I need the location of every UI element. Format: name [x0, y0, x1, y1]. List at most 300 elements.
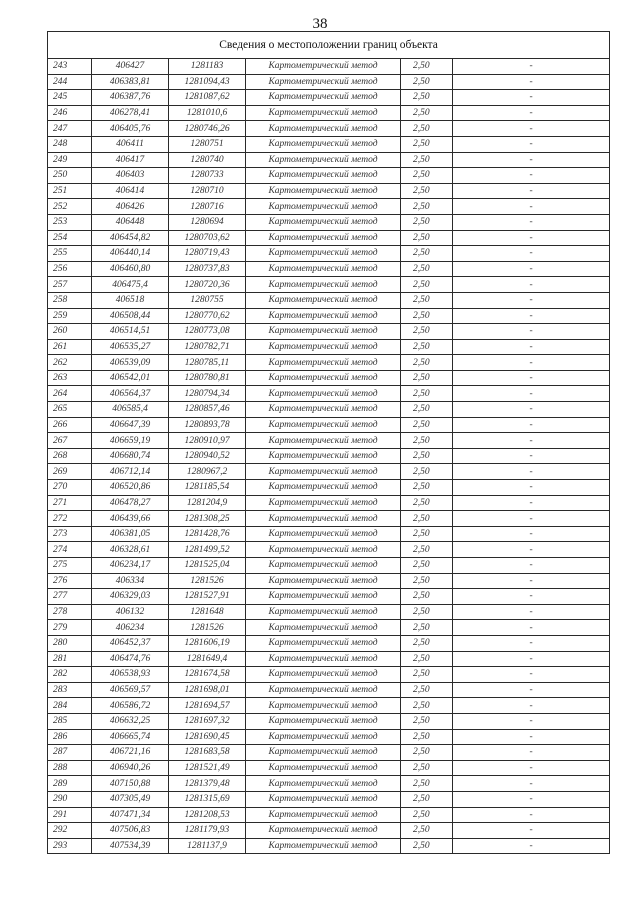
- dash-cell: -: [453, 480, 610, 496]
- table-row: [48, 246, 610, 262]
- point-number-cell: 251: [48, 183, 92, 199]
- precision-cell: 2,50: [401, 121, 453, 137]
- dash-cell: -: [453, 105, 610, 121]
- method-cell: Картометрический метод: [246, 776, 401, 792]
- coord-y-cell: 1281697,32: [169, 713, 246, 729]
- point-number-cell: 258: [48, 292, 92, 308]
- coord-x-cell: 406427: [92, 59, 169, 75]
- coord-x-cell: 406440,14: [92, 246, 169, 262]
- coord-x-cell: 407534,39: [92, 838, 169, 854]
- coord-y-cell: 1280910,97: [169, 433, 246, 449]
- coord-x-cell: 406632,25: [92, 713, 169, 729]
- table-row: [48, 511, 610, 527]
- coord-x-cell: 406132: [92, 604, 169, 620]
- coord-x-cell: 406514,51: [92, 324, 169, 340]
- method-cell: Картометрический метод: [246, 448, 401, 464]
- coord-y-cell: 1281526: [169, 573, 246, 589]
- dash-cell: -: [453, 823, 610, 839]
- dash-cell: -: [453, 308, 610, 324]
- coord-y-cell: 1280794,34: [169, 386, 246, 402]
- precision-cell: 2,50: [401, 838, 453, 854]
- method-cell: Картометрический метод: [246, 542, 401, 558]
- precision-cell: 2,50: [401, 526, 453, 542]
- table-row: [48, 745, 610, 761]
- dash-cell: -: [453, 324, 610, 340]
- precision-cell: 2,50: [401, 324, 453, 340]
- precision-cell: 2,50: [401, 292, 453, 308]
- method-cell: Картометрический метод: [246, 729, 401, 745]
- point-number-cell: 250: [48, 168, 92, 184]
- coord-y-cell: 1281527,91: [169, 589, 246, 605]
- coord-x-cell: 406452,37: [92, 635, 169, 651]
- point-number-cell: 280: [48, 635, 92, 651]
- method-cell: Картометрический метод: [246, 292, 401, 308]
- method-cell: Картометрический метод: [246, 339, 401, 355]
- coord-x-cell: 406586,72: [92, 698, 169, 714]
- precision-cell: 2,50: [401, 807, 453, 823]
- coord-y-cell: 1281094,43: [169, 74, 246, 90]
- point-number-cell: 284: [48, 698, 92, 714]
- table-row: [48, 121, 610, 137]
- point-number-cell: 266: [48, 417, 92, 433]
- table-row: [48, 620, 610, 636]
- point-number-cell: 273: [48, 526, 92, 542]
- precision-cell: 2,50: [401, 246, 453, 262]
- point-number-cell: 256: [48, 261, 92, 277]
- coord-y-cell: 1281674,58: [169, 667, 246, 683]
- coord-y-cell: 1281179,93: [169, 823, 246, 839]
- table-row: [48, 277, 610, 293]
- method-cell: Картометрический метод: [246, 386, 401, 402]
- coord-y-cell: 1280751: [169, 136, 246, 152]
- point-number-cell: 278: [48, 604, 92, 620]
- method-cell: Картометрический метод: [246, 651, 401, 667]
- coord-y-cell: 1281649,4: [169, 651, 246, 667]
- point-number-cell: 283: [48, 682, 92, 698]
- coord-y-cell: 1280770,62: [169, 308, 246, 324]
- table-row: [48, 292, 610, 308]
- table-row: [48, 339, 610, 355]
- coord-y-cell: 1281183: [169, 59, 246, 75]
- coord-x-cell: 406475,4: [92, 277, 169, 293]
- precision-cell: 2,50: [401, 386, 453, 402]
- point-number-cell: 244: [48, 74, 92, 90]
- dash-cell: -: [453, 604, 610, 620]
- method-cell: Картометрический метод: [246, 152, 401, 168]
- method-cell: Картометрический метод: [246, 745, 401, 761]
- table-row: [48, 589, 610, 605]
- method-cell: Картометрический метод: [246, 370, 401, 386]
- dash-cell: -: [453, 698, 610, 714]
- coord-y-cell: 1280785,11: [169, 355, 246, 371]
- method-cell: Картометрический метод: [246, 589, 401, 605]
- method-cell: Картометрический метод: [246, 74, 401, 90]
- coord-x-cell: 406538,93: [92, 667, 169, 683]
- table-row: [48, 214, 610, 230]
- coord-y-cell: 1281010,6: [169, 105, 246, 121]
- dash-cell: -: [453, 246, 610, 262]
- coord-y-cell: 1280710: [169, 183, 246, 199]
- coord-y-cell: 1280940,52: [169, 448, 246, 464]
- table-row: [48, 324, 610, 340]
- coord-y-cell: 1281525,04: [169, 558, 246, 574]
- precision-cell: 2,50: [401, 495, 453, 511]
- coord-y-cell: 1281521,49: [169, 760, 246, 776]
- coord-y-cell: 1280720,36: [169, 277, 246, 293]
- precision-cell: 2,50: [401, 682, 453, 698]
- precision-cell: 2,50: [401, 168, 453, 184]
- method-cell: Картометрический метод: [246, 573, 401, 589]
- table-row: [48, 604, 610, 620]
- dash-cell: -: [453, 261, 610, 277]
- coord-x-cell: 406647,39: [92, 417, 169, 433]
- method-cell: Картометрический метод: [246, 261, 401, 277]
- table-row: [48, 713, 610, 729]
- coord-x-cell: 406381,05: [92, 526, 169, 542]
- point-number-cell: 292: [48, 823, 92, 839]
- dash-cell: -: [453, 121, 610, 137]
- coord-y-cell: 1281204,9: [169, 495, 246, 511]
- method-cell: Картометрический метод: [246, 495, 401, 511]
- method-cell: Картометрический метод: [246, 136, 401, 152]
- coord-y-cell: 1280782,71: [169, 339, 246, 355]
- coord-x-cell: 406328,61: [92, 542, 169, 558]
- coord-x-cell: 406460,80: [92, 261, 169, 277]
- coord-y-cell: 1281379,48: [169, 776, 246, 792]
- point-number-cell: 264: [48, 386, 92, 402]
- method-cell: Картометрический метод: [246, 480, 401, 496]
- table-row: [48, 791, 610, 807]
- table-row: [48, 495, 610, 511]
- coord-x-cell: 406665,74: [92, 729, 169, 745]
- precision-cell: 2,50: [401, 339, 453, 355]
- dash-cell: -: [453, 292, 610, 308]
- table-row: [48, 261, 610, 277]
- dash-cell: -: [453, 838, 610, 854]
- coord-x-cell: 406940,26: [92, 760, 169, 776]
- precision-cell: 2,50: [401, 370, 453, 386]
- coord-y-cell: 1280967,2: [169, 464, 246, 480]
- dash-cell: -: [453, 355, 610, 371]
- precision-cell: 2,50: [401, 760, 453, 776]
- precision-cell: 2,50: [401, 402, 453, 418]
- coord-x-cell: 406542,01: [92, 370, 169, 386]
- coord-y-cell: 1280740: [169, 152, 246, 168]
- point-number-cell: 249: [48, 152, 92, 168]
- precision-cell: 2,50: [401, 589, 453, 605]
- dash-cell: -: [453, 339, 610, 355]
- coord-y-cell: 1280694: [169, 214, 246, 230]
- coord-y-cell: 1281683,58: [169, 745, 246, 761]
- method-cell: Картометрический метод: [246, 823, 401, 839]
- precision-cell: 2,50: [401, 823, 453, 839]
- point-number-cell: 293: [48, 838, 92, 854]
- precision-cell: 2,50: [401, 791, 453, 807]
- point-number-cell: 265: [48, 402, 92, 418]
- table-row: [48, 760, 610, 776]
- table-row: [48, 433, 610, 449]
- point-number-cell: 279: [48, 620, 92, 636]
- coord-y-cell: 1281185,54: [169, 480, 246, 496]
- method-cell: Картометрический метод: [246, 230, 401, 246]
- coord-x-cell: 406585,4: [92, 402, 169, 418]
- precision-cell: 2,50: [401, 480, 453, 496]
- dash-cell: -: [453, 464, 610, 480]
- coord-x-cell: 406721,16: [92, 745, 169, 761]
- point-number-cell: 277: [48, 589, 92, 605]
- table-row: [48, 355, 610, 371]
- precision-cell: 2,50: [401, 620, 453, 636]
- point-number-cell: 289: [48, 776, 92, 792]
- table-row: [48, 698, 610, 714]
- coord-x-cell: 406334: [92, 573, 169, 589]
- precision-cell: 2,50: [401, 355, 453, 371]
- point-number-cell: 274: [48, 542, 92, 558]
- coord-y-cell: 1281315,69: [169, 791, 246, 807]
- precision-cell: 2,50: [401, 417, 453, 433]
- dash-cell: -: [453, 542, 610, 558]
- dash-cell: -: [453, 386, 610, 402]
- point-number-cell: 245: [48, 90, 92, 106]
- precision-cell: 2,50: [401, 152, 453, 168]
- coord-x-cell: 406405,76: [92, 121, 169, 137]
- dash-cell: -: [453, 589, 610, 605]
- dash-cell: -: [453, 760, 610, 776]
- table-row: [48, 464, 610, 480]
- precision-cell: 2,50: [401, 136, 453, 152]
- coord-x-cell: 406403: [92, 168, 169, 184]
- coord-y-cell: 1281087,62: [169, 90, 246, 106]
- point-number-cell: 287: [48, 745, 92, 761]
- dash-cell: -: [453, 74, 610, 90]
- point-number-cell: 276: [48, 573, 92, 589]
- table-row: [48, 838, 610, 854]
- coord-x-cell: 406474,76: [92, 651, 169, 667]
- table-row: [48, 417, 610, 433]
- table-row: [48, 651, 610, 667]
- dash-cell: -: [453, 729, 610, 745]
- method-cell: Картометрический метод: [246, 713, 401, 729]
- coord-x-cell: 406411: [92, 136, 169, 152]
- point-number-cell: 260: [48, 324, 92, 340]
- point-number-cell: 263: [48, 370, 92, 386]
- coord-x-cell: 406539,09: [92, 355, 169, 371]
- coord-x-cell: 406383,81: [92, 74, 169, 90]
- point-number-cell: 253: [48, 214, 92, 230]
- table-row: [48, 729, 610, 745]
- coord-y-cell: 1281208,53: [169, 807, 246, 823]
- coord-x-cell: 406417: [92, 152, 169, 168]
- dash-cell: -: [453, 573, 610, 589]
- coord-y-cell: 1281137,9: [169, 838, 246, 854]
- coord-x-cell: 406478,27: [92, 495, 169, 511]
- dash-cell: -: [453, 526, 610, 542]
- point-number-cell: 254: [48, 230, 92, 246]
- dash-cell: -: [453, 370, 610, 386]
- coord-y-cell: 1280780,81: [169, 370, 246, 386]
- method-cell: Картометрический метод: [246, 168, 401, 184]
- point-number-cell: 269: [48, 464, 92, 480]
- dash-cell: -: [453, 168, 610, 184]
- dash-cell: -: [453, 667, 610, 683]
- dash-cell: -: [453, 59, 610, 75]
- coord-x-cell: 406329,03: [92, 589, 169, 605]
- precision-cell: 2,50: [401, 199, 453, 215]
- coord-x-cell: 406712,14: [92, 464, 169, 480]
- precision-cell: 2,50: [401, 105, 453, 121]
- precision-cell: 2,50: [401, 635, 453, 651]
- table-row: [48, 526, 610, 542]
- coord-x-cell: 406518: [92, 292, 169, 308]
- table-row: [48, 59, 610, 75]
- dash-cell: -: [453, 433, 610, 449]
- table-row: [48, 776, 610, 792]
- point-number-cell: 252: [48, 199, 92, 215]
- precision-cell: 2,50: [401, 59, 453, 75]
- method-cell: Картометрический метод: [246, 464, 401, 480]
- point-number-cell: 272: [48, 511, 92, 527]
- coord-x-cell: 406508,44: [92, 308, 169, 324]
- table-row: [48, 667, 610, 683]
- precision-cell: 2,50: [401, 183, 453, 199]
- coord-x-cell: 406659,19: [92, 433, 169, 449]
- precision-cell: 2,50: [401, 651, 453, 667]
- method-cell: Картометрический метод: [246, 355, 401, 371]
- point-number-cell: 248: [48, 136, 92, 152]
- point-number-cell: 291: [48, 807, 92, 823]
- table-row: [48, 635, 610, 651]
- method-cell: Картометрический метод: [246, 667, 401, 683]
- point-number-cell: 246: [48, 105, 92, 121]
- dash-cell: -: [453, 651, 610, 667]
- coord-x-cell: 406535,27: [92, 339, 169, 355]
- method-cell: Картометрический метод: [246, 121, 401, 137]
- coord-x-cell: 407305,49: [92, 791, 169, 807]
- precision-cell: 2,50: [401, 261, 453, 277]
- table-title-row: [48, 32, 610, 59]
- point-number-cell: 259: [48, 308, 92, 324]
- table-row: [48, 370, 610, 386]
- dash-cell: -: [453, 448, 610, 464]
- precision-cell: 2,50: [401, 667, 453, 683]
- dash-cell: -: [453, 495, 610, 511]
- dash-cell: -: [453, 682, 610, 698]
- coord-y-cell: 1281648: [169, 604, 246, 620]
- method-cell: Картометрический метод: [246, 604, 401, 620]
- point-number-cell: 286: [48, 729, 92, 745]
- method-cell: Картометрический метод: [246, 308, 401, 324]
- dash-cell: -: [453, 713, 610, 729]
- dash-cell: -: [453, 214, 610, 230]
- coord-x-cell: 407471,34: [92, 807, 169, 823]
- coord-x-cell: 407506,83: [92, 823, 169, 839]
- dash-cell: -: [453, 807, 610, 823]
- coord-x-cell: 406234: [92, 620, 169, 636]
- coord-y-cell: 1280773,08: [169, 324, 246, 340]
- dash-cell: -: [453, 620, 610, 636]
- coord-x-cell: 406564,37: [92, 386, 169, 402]
- method-cell: Картометрический метод: [246, 105, 401, 121]
- dash-cell: -: [453, 152, 610, 168]
- precision-cell: 2,50: [401, 573, 453, 589]
- method-cell: Картометрический метод: [246, 838, 401, 854]
- dash-cell: -: [453, 776, 610, 792]
- coord-y-cell: 1280703,62: [169, 230, 246, 246]
- method-cell: Картометрический метод: [246, 807, 401, 823]
- method-cell: Картометрический метод: [246, 526, 401, 542]
- point-number-cell: 282: [48, 667, 92, 683]
- coord-y-cell: 1280716: [169, 199, 246, 215]
- coord-y-cell: 1281690,45: [169, 729, 246, 745]
- dash-cell: -: [453, 558, 610, 574]
- point-number-cell: 290: [48, 791, 92, 807]
- coord-x-cell: 406426: [92, 199, 169, 215]
- method-cell: Картометрический метод: [246, 417, 401, 433]
- boundary-coordinates-table: [47, 31, 610, 854]
- table-row: [48, 74, 610, 90]
- dash-cell: -: [453, 745, 610, 761]
- precision-cell: 2,50: [401, 745, 453, 761]
- coord-y-cell: 1281694,57: [169, 698, 246, 714]
- table-row: [48, 183, 610, 199]
- table-row: [48, 573, 610, 589]
- method-cell: Картометрический метод: [246, 183, 401, 199]
- point-number-cell: 271: [48, 495, 92, 511]
- coord-y-cell: 1280857,46: [169, 402, 246, 418]
- precision-cell: 2,50: [401, 713, 453, 729]
- method-cell: Картометрический метод: [246, 698, 401, 714]
- point-number-cell: 247: [48, 121, 92, 137]
- table-row: [48, 230, 610, 246]
- coord-y-cell: 1281428,76: [169, 526, 246, 542]
- dash-cell: -: [453, 511, 610, 527]
- dash-cell: -: [453, 199, 610, 215]
- precision-cell: 2,50: [401, 214, 453, 230]
- point-number-cell: 243: [48, 59, 92, 75]
- precision-cell: 2,50: [401, 558, 453, 574]
- table-row: [48, 90, 610, 106]
- coord-y-cell: 1281308,25: [169, 511, 246, 527]
- method-cell: Картометрический метод: [246, 635, 401, 651]
- dash-cell: -: [453, 402, 610, 418]
- table-row: [48, 448, 610, 464]
- table-row: [48, 199, 610, 215]
- precision-cell: 2,50: [401, 277, 453, 293]
- method-cell: Картометрический метод: [246, 620, 401, 636]
- coord-y-cell: 1281499,52: [169, 542, 246, 558]
- precision-cell: 2,50: [401, 74, 453, 90]
- precision-cell: 2,50: [401, 729, 453, 745]
- table-row: [48, 558, 610, 574]
- table-body: [48, 59, 610, 854]
- dash-cell: -: [453, 230, 610, 246]
- table-row: [48, 386, 610, 402]
- method-cell: Картометрический метод: [246, 246, 401, 262]
- coord-y-cell: 1280719,43: [169, 246, 246, 262]
- precision-cell: 2,50: [401, 698, 453, 714]
- dash-cell: -: [453, 635, 610, 651]
- coord-y-cell: 1280893,78: [169, 417, 246, 433]
- coord-x-cell: 406278,41: [92, 105, 169, 121]
- table-row: [48, 823, 610, 839]
- point-number-cell: 288: [48, 760, 92, 776]
- method-cell: Картометрический метод: [246, 277, 401, 293]
- precision-cell: 2,50: [401, 433, 453, 449]
- method-cell: Картометрический метод: [246, 760, 401, 776]
- precision-cell: 2,50: [401, 448, 453, 464]
- table-row: [48, 682, 610, 698]
- point-number-cell: 262: [48, 355, 92, 371]
